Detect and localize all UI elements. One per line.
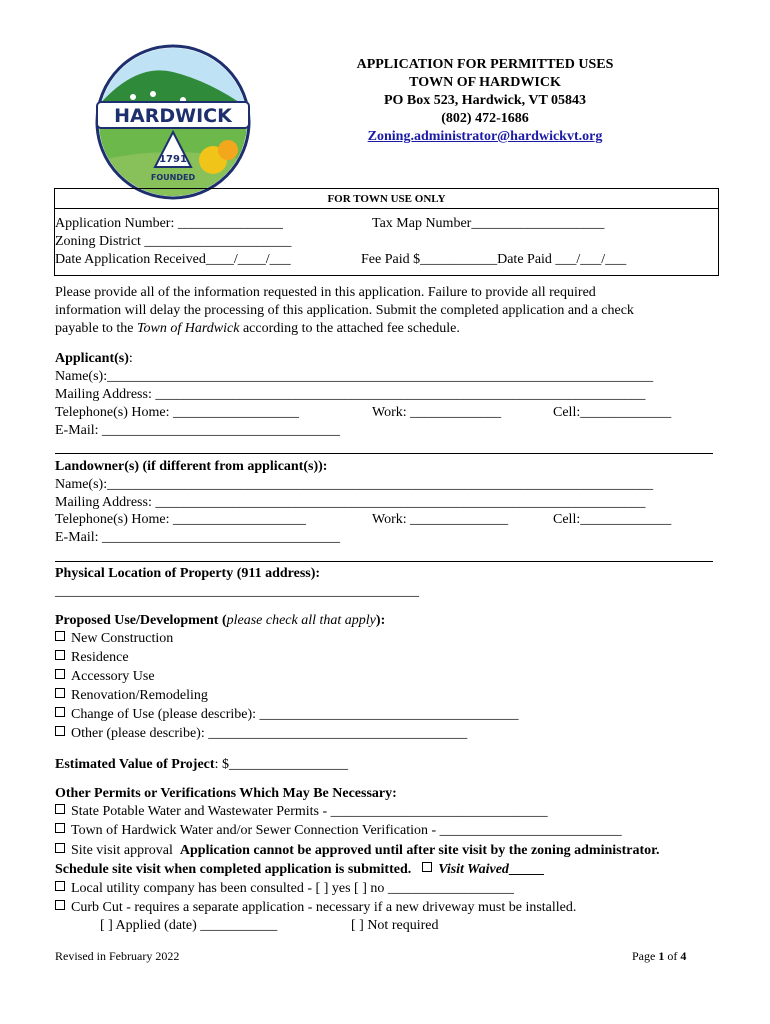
checkbox-icon[interactable] — [55, 650, 65, 660]
curb-cut-applied-field[interactable]: [ ] Applied (date) ___________ — [100, 918, 278, 933]
intro-line-3: payable to the Town of Hardwick according to the attached fee schedule. — [55, 321, 460, 336]
landowner-email-field[interactable]: E-Mail: __________________________________ — [55, 530, 341, 545]
applicant-names-field[interactable]: Name(s):______________________________________________________________________________ — [55, 369, 654, 384]
checkbox-icon[interactable] — [55, 688, 65, 698]
revision-note: Revised in February 2022 — [55, 949, 180, 963]
checkbox-icon[interactable] — [422, 862, 432, 872]
landowner-work-phone-field[interactable]: Work: ______________ — [372, 512, 509, 527]
location-heading: Physical Location of Property (911 address): — [55, 566, 321, 581]
applicant-email-field[interactable]: E-Mail: __________________________________ — [55, 423, 341, 438]
landowner-mailing-field[interactable]: Mailing Address: ______________________________________________________________________ — [55, 495, 646, 510]
intro-line-2: information will delay the processing of this application. Submit the completed application and a check — [55, 303, 634, 318]
checkbox-icon[interactable] — [55, 900, 65, 910]
landowner-heading: Landowner(s) (if different from applicant(s)): — [55, 459, 328, 474]
checkbox-icon[interactable] — [55, 707, 65, 717]
town-name: TOWN OF HARDWICK — [409, 75, 561, 90]
permit-utility-item[interactable]: Local utility company has been consulted - [ ] yes [ ] no __________________ — [55, 880, 514, 898]
date-received-field[interactable]: Date Application Received____/____/___ — [55, 252, 291, 267]
town-phone: (802) 472-1686 — [441, 111, 529, 126]
schedule-site-visit: Schedule site visit when completed application is submitted. Visit Waived_____ — [55, 862, 544, 877]
zoning-email-link[interactable]: Zoning.administrator@hardwickvt.org — [367, 129, 603, 144]
visit-waived-label: Visit Waived — [438, 862, 509, 877]
tax-map-field[interactable]: Tax Map Number___________________ — [372, 216, 605, 231]
applicant-work-phone-field[interactable]: Work: _____________ — [372, 405, 502, 420]
other-permits-heading: Other Permits or Verifications Which May Be Necessary: — [55, 786, 397, 801]
fee-paid-field[interactable]: Fee Paid $___________Date Paid ___/___/___ — [361, 252, 627, 267]
proposed-use-heading: Proposed Use/Development (please check all that apply): — [55, 613, 386, 628]
intro-line-1: Please provide all of the information requested in this application. Failure to provide all required — [55, 285, 596, 300]
logo-name: HARDWICK — [114, 105, 232, 127]
hardwick-town-seal — [93, 42, 253, 202]
landowner-cell-field[interactable]: Cell:_____________ — [553, 512, 672, 527]
applicant-home-phone-field[interactable]: Telephone(s) Home: __________________ — [55, 405, 299, 420]
proposed-item[interactable]: New Construction — [55, 630, 173, 648]
landowner-names-field[interactable]: Name(s):______________________________________________________________________________ — [55, 477, 654, 492]
applicant-mailing-field[interactable]: Mailing Address: ______________________________________________________________________ — [55, 387, 646, 402]
checkbox-icon[interactable] — [55, 669, 65, 679]
checkbox-icon[interactable] — [55, 823, 65, 833]
location-field[interactable]: ____________________________________________________ — [55, 584, 419, 599]
checkbox-icon[interactable] — [55, 804, 65, 814]
proposed-item[interactable]: Change of Use (please describe): _____________________________________ — [55, 706, 519, 724]
applicant-cell-field[interactable]: Cell:_____________ — [553, 405, 672, 420]
checkbox-icon[interactable] — [55, 726, 65, 736]
proposed-item[interactable]: Renovation/Remodeling — [55, 687, 208, 705]
section-divider — [55, 453, 713, 454]
proposed-item[interactable]: Accessory Use — [55, 668, 155, 686]
checkbox-icon[interactable] — [55, 631, 65, 641]
proposed-item[interactable]: Residence — [55, 649, 129, 667]
curb-cut-not-required[interactable]: [ ] Not required — [351, 918, 439, 933]
applicant-heading: Applicant(s): — [55, 351, 133, 366]
town-use-heading: FOR TOWN USE ONLY — [327, 193, 446, 205]
proposed-item[interactable]: Other (please describe): _____________________________________ — [55, 725, 467, 743]
logo-year: 1791 — [159, 154, 187, 165]
permit-town-item[interactable]: Town of Hardwick Water and/or Sewer Connection Verification - __________________________ — [55, 822, 622, 840]
permit-curb-cut-item[interactable]: Curb Cut - requires a separate application - necessary if a new driveway must be installed. — [55, 899, 576, 917]
page-number: Page 1 of 4 — [632, 949, 687, 963]
zoning-district-field[interactable]: Zoning District _____________________ — [55, 234, 292, 249]
checkbox-icon[interactable] — [55, 881, 65, 891]
form-title: APPLICATION FOR PERMITTED USES — [356, 57, 614, 72]
application-number-field[interactable]: Application Number: _______________ — [55, 216, 283, 231]
estimated-value-field[interactable]: Estimated Value of Project: $_________________ — [55, 757, 348, 772]
permit-site-visit-item[interactable]: Site visit approval Application cannot be approved until after site visit by the zoning administrator. — [55, 842, 660, 860]
permit-state-item[interactable]: State Potable Water and Wastewater Permits - _______________________________ — [55, 803, 548, 821]
section-divider — [55, 561, 713, 562]
checkbox-icon[interactable] — [55, 843, 65, 853]
landowner-home-phone-field[interactable]: Telephone(s) Home: ___________________ — [55, 512, 306, 527]
town-address: PO Box 523, Hardwick, VT 05843 — [383, 93, 587, 108]
logo-founded: FOUNDED — [150, 173, 196, 182]
